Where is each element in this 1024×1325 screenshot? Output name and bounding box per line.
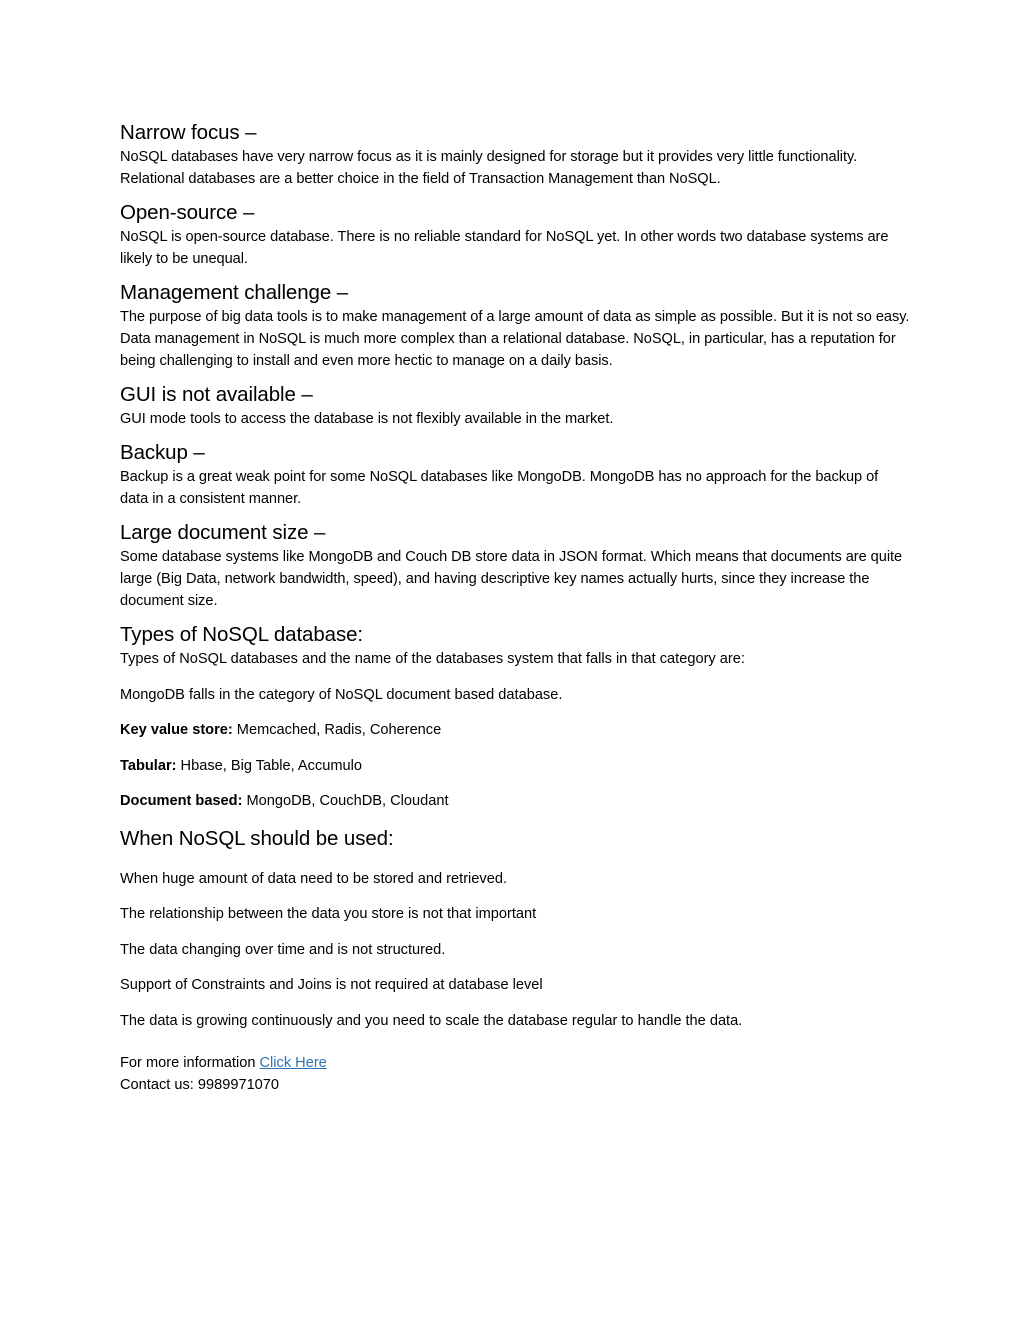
section-management-challenge — [120, 280, 910, 372]
type-label: Tabular: — [120, 757, 177, 774]
types-intro: Types of NoSQL databases and the name of the databases system that falls in that category are: — [120, 651, 745, 667]
section-text: NoSQL databases have very narrow focus as it is mainly designed for storage but it provides very little functionality. Relational databases are a better choice in the field of Transaction Management than NoSQL. — [120, 149, 858, 187]
footer — [120, 1052, 910, 1096]
section-text: Some database systems like MongoDB and Couch DB store data in JSON format. Which means that documents are quite large (Big Data, network bandwidth, speed), and having descriptive key names actually hurts, since they increase the document size. — [120, 549, 903, 609]
section-text: Backup is a great weak point for some NoSQL databases like MongoDB. MongoDB has no approach for the backup of data in a consistent manner. — [120, 469, 879, 507]
contact-line: Contact us: 9989971070 — [120, 1076, 280, 1093]
section-large-document-size — [120, 520, 910, 612]
more-info-label: For more information — [120, 1054, 260, 1071]
section-when-nosql — [120, 826, 910, 1032]
when-item: The data is growing continuously and you need to scale the database regular to handle the data. — [120, 1012, 743, 1029]
type-value: Hbase, Big Table, Accumulo — [176, 757, 362, 774]
type-item-tabular — [120, 755, 910, 777]
section-open-source — [120, 200, 910, 270]
type-value: MongoDB, CouchDB, Cloudant — [242, 793, 449, 809]
type-value: Memcached, Radis, Coherence — [232, 722, 442, 738]
section-types-of-nosql — [120, 622, 910, 812]
section-heading: GUI is not available – — [120, 383, 313, 406]
type-item-document-based — [120, 790, 910, 812]
more-info-line — [120, 1052, 910, 1074]
section-heading: When NoSQL should be used: — [120, 826, 394, 850]
section-heading: Narrow focus – — [120, 121, 257, 144]
section-backup — [120, 440, 910, 510]
section-narrow-focus — [120, 120, 910, 190]
document-page — [120, 120, 910, 1096]
section-text: The purpose of big data tools is to make management of a large amount of data as simple as possible. But it is not so easy. Data management in NoSQL is much more complex than a relational database. NoSQL, in particular, has a reputation for being challenging to install and even more hectic to manage on a daily basis. — [120, 309, 910, 369]
when-item: The relationship between the data you store is not that important — [120, 906, 537, 922]
section-text: GUI mode tools to access the database is not flexibly available in the market. — [120, 411, 614, 427]
section-heading: Backup – — [120, 441, 205, 464]
section-heading: Management challenge – — [120, 281, 349, 304]
mongo-note: MongoDB falls in the category of NoSQL document based database. — [120, 686, 563, 703]
type-label: Document based: — [120, 793, 243, 809]
section-heading: Types of NoSQL database: — [120, 623, 363, 646]
click-here-link[interactable]: Click Here — [259, 1054, 327, 1071]
section-heading: Large document size – — [120, 521, 326, 544]
section-heading: Open-source – — [120, 201, 255, 224]
section-gui-not-available — [120, 382, 910, 430]
when-item: Support of Constraints and Joins is not required at database level — [120, 977, 543, 993]
section-text: NoSQL is open-source database. There is no reliable standard for NoSQL yet. In other words two database systems are likely to be unequal. — [120, 229, 889, 267]
type-label: Key value store: — [120, 722, 233, 738]
when-item: The data changing over time and is not structured. — [120, 941, 446, 958]
type-item-key-value — [120, 719, 910, 741]
when-item: When huge amount of data need to be stored and retrieved. — [120, 870, 507, 887]
